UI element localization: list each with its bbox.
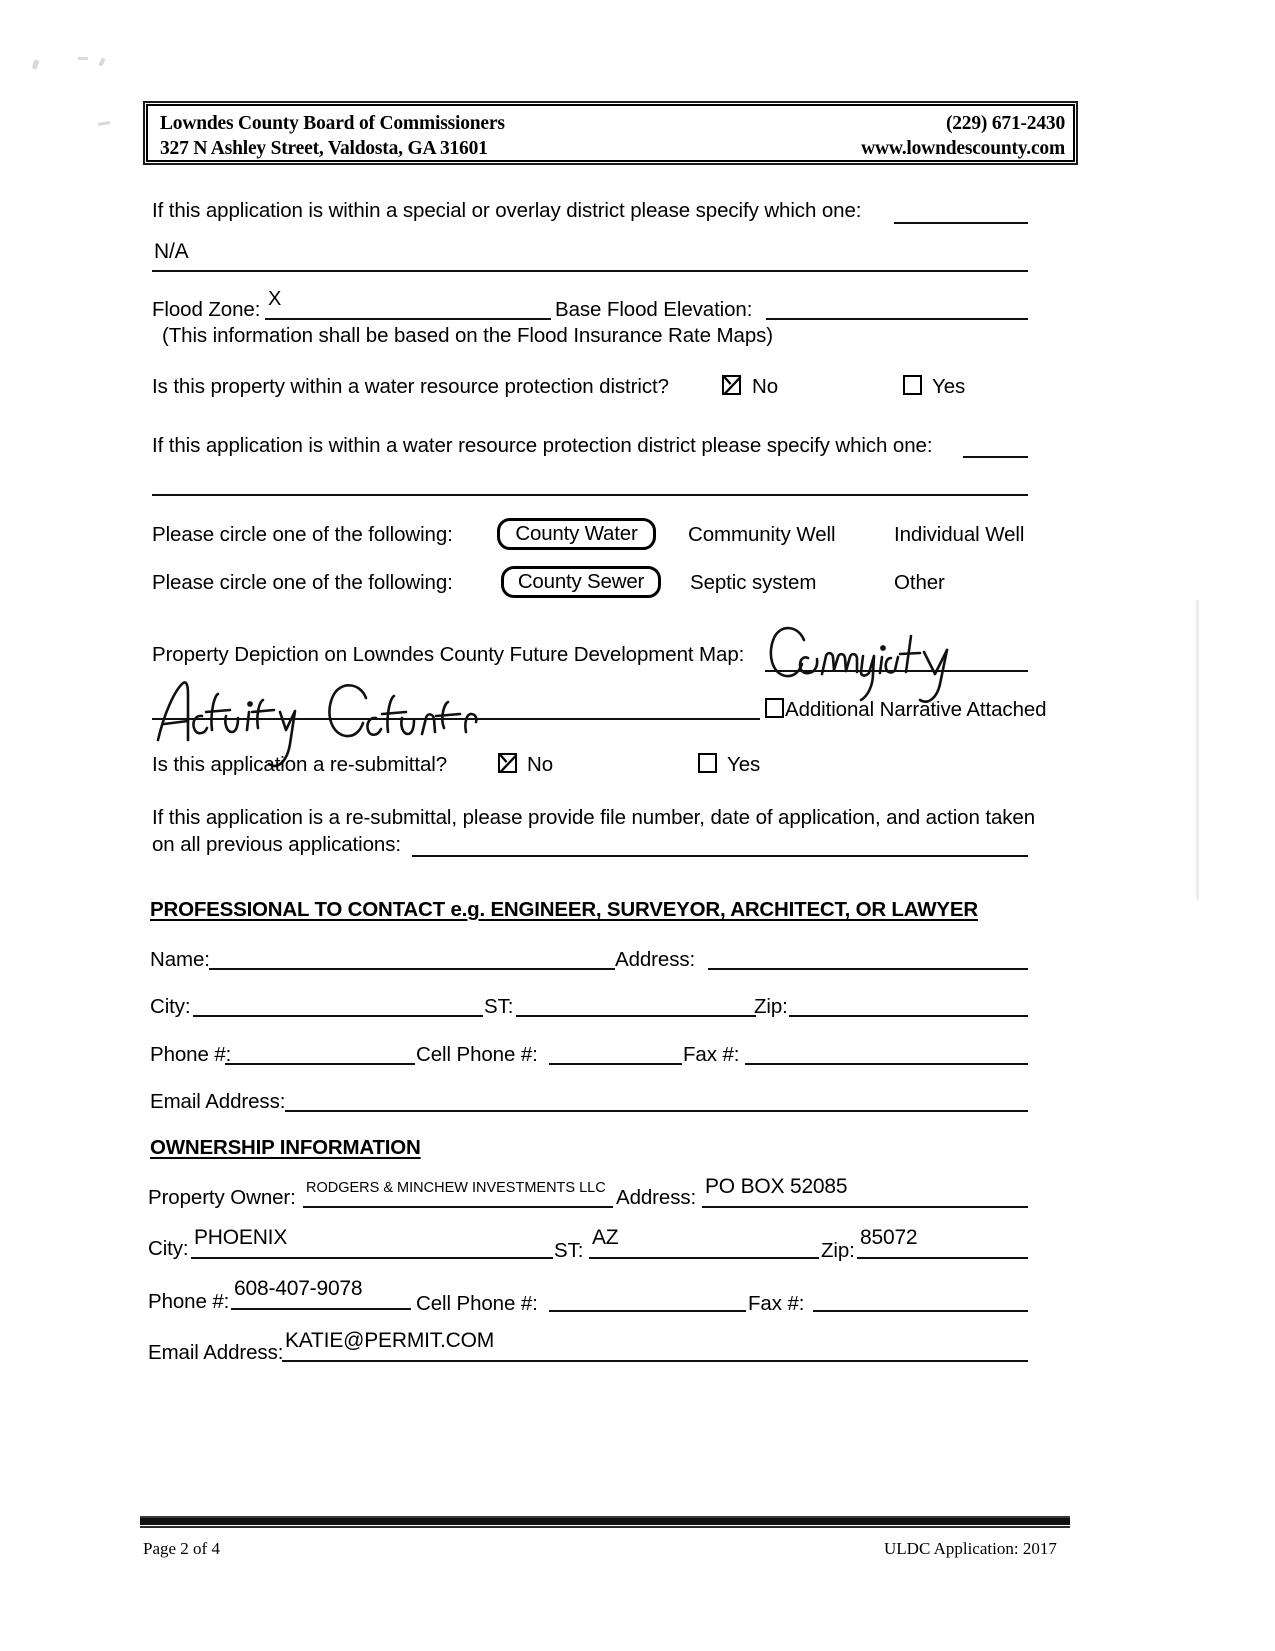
water-resource-yes-label[interactable]: Yes bbox=[932, 375, 966, 398]
future-development-blank-2[interactable] bbox=[152, 718, 760, 720]
ownership-email-blank[interactable] bbox=[282, 1360, 1028, 1362]
ownership-fax-blank[interactable] bbox=[813, 1310, 1028, 1312]
ownership-zip-value[interactable]: 85072 bbox=[860, 1226, 918, 1249]
resubmittal-detail-blank[interactable] bbox=[412, 855, 1028, 857]
water-resource-question: Is this property within a water resource protection district? bbox=[152, 375, 669, 398]
water-resource-yes-checkbox[interactable] bbox=[903, 375, 922, 395]
org-address: 327 N Ashley Street, Valdosta, GA 31601 bbox=[160, 138, 488, 159]
resubmittal-no-label[interactable]: No bbox=[527, 753, 554, 776]
professional-address-blank[interactable] bbox=[708, 968, 1028, 970]
water-source-prompt: Please circle one of the following: bbox=[152, 523, 453, 546]
additional-narrative-checkbox[interactable] bbox=[765, 698, 784, 718]
ownership-address-blank[interactable] bbox=[702, 1206, 1028, 1208]
sewer-source-prompt: Please circle one of the following: bbox=[152, 571, 453, 594]
resubmittal-detail-line1: If this application is a re-submittal, please provide file number, date of application, and action taken bbox=[152, 806, 1036, 829]
professional-city-label: City: bbox=[150, 995, 191, 1018]
professional-phone-label: Phone #: bbox=[150, 1043, 232, 1066]
professional-zip-label: Zip: bbox=[754, 995, 788, 1018]
ownership-zip-blank[interactable] bbox=[857, 1257, 1028, 1259]
overlay-district-question: If this application is within a special or overlay district please specify which one: bbox=[152, 199, 862, 222]
ownership-st-label: ST: bbox=[554, 1239, 584, 1262]
ownership-email-value[interactable]: KATIE@PERMIT.COM bbox=[285, 1329, 495, 1352]
ownership-city-blank[interactable] bbox=[191, 1257, 553, 1259]
ownership-section-heading: OWNERSHIP INFORMATION bbox=[150, 1136, 421, 1159]
footer-page-number: Page 2 of 4 bbox=[143, 1539, 220, 1558]
ownership-phone-value[interactable]: 608-407-9078 bbox=[234, 1277, 363, 1300]
professional-zip-blank[interactable] bbox=[789, 1015, 1028, 1017]
professional-email-blank[interactable] bbox=[285, 1110, 1028, 1112]
ownership-st-blank[interactable] bbox=[589, 1257, 819, 1259]
ownership-email-label: Email Address: bbox=[148, 1341, 284, 1364]
ownership-city-value[interactable]: PHOENIX bbox=[194, 1226, 288, 1249]
professional-st-label: ST: bbox=[484, 995, 514, 1018]
flood-zone-value[interactable]: X bbox=[268, 288, 282, 310]
overlay-district-answer[interactable]: N/A bbox=[154, 240, 189, 263]
ownership-zip-label: Zip: bbox=[821, 1239, 855, 1262]
future-development-blank-1[interactable] bbox=[765, 670, 1028, 672]
resubmittal-yes-label[interactable]: Yes bbox=[727, 753, 761, 776]
professional-city-blank[interactable] bbox=[193, 1015, 483, 1017]
ownership-address-label: Address: bbox=[616, 1186, 697, 1209]
base-flood-elevation-blank[interactable] bbox=[766, 318, 1028, 320]
section-divider bbox=[152, 494, 1028, 496]
ownership-cell-blank[interactable] bbox=[549, 1310, 746, 1312]
water-option-county-water[interactable] bbox=[497, 518, 656, 550]
ownership-cell-label: Cell Phone #: bbox=[416, 1292, 538, 1315]
resubmittal-yes-checkbox[interactable] bbox=[698, 753, 717, 773]
professional-name-blank[interactable] bbox=[209, 968, 615, 970]
scan-artifact bbox=[1196, 600, 1199, 900]
future-development-label: Property Depiction on Lowndes County Future Development Map: bbox=[152, 643, 745, 666]
professional-name-label: Name: bbox=[150, 948, 210, 971]
ownership-owner-value[interactable]: RODGERS & MINCHEW INVESTMENTS LLC bbox=[306, 1180, 606, 1196]
scan-artifact bbox=[78, 57, 88, 60]
ownership-phone-blank[interactable] bbox=[231, 1308, 411, 1310]
org-name: Lowndes County Board of Commissioners bbox=[160, 113, 505, 134]
flood-zone-blank[interactable] bbox=[265, 318, 551, 320]
overlay-district-blank-1[interactable] bbox=[894, 222, 1028, 224]
letterhead-box bbox=[146, 104, 1075, 162]
additional-narrative-label[interactable]: Additional Narrative Attached bbox=[785, 698, 1047, 721]
sewer-option-county-sewer-label: County Sewer bbox=[517, 570, 645, 593]
water-resource-no-checkbox[interactable] bbox=[722, 375, 741, 395]
scan-artifact bbox=[98, 58, 105, 67]
water-resource-no-label[interactable]: No bbox=[752, 375, 779, 398]
ownership-city-label: City: bbox=[148, 1237, 189, 1260]
flood-zone-label: Flood Zone: bbox=[152, 298, 261, 321]
checkmark-icon bbox=[723, 375, 742, 396]
ownership-fax-label: Fax #: bbox=[748, 1292, 805, 1315]
sewer-option-county-sewer[interactable] bbox=[501, 566, 661, 598]
professional-cell-label: Cell Phone #: bbox=[416, 1043, 538, 1066]
professional-fax-label: Fax #: bbox=[683, 1043, 740, 1066]
scan-artifact bbox=[32, 59, 40, 69]
scan-artifact bbox=[98, 121, 110, 126]
water-resource-specify-blank[interactable] bbox=[963, 456, 1028, 458]
professional-fax-blank[interactable] bbox=[745, 1063, 1028, 1065]
professional-section-heading: PROFESSIONAL TO CONTACT e.g. ENGINEER, SURVEYOR, ARCHITECT, OR LAWYER bbox=[150, 898, 978, 921]
org-phone: (229) 671-2430 bbox=[945, 113, 1065, 134]
ownership-address-value[interactable]: PO BOX 52085 bbox=[705, 1175, 848, 1198]
professional-address-label: Address: bbox=[615, 948, 696, 971]
sewer-option-septic[interactable]: Septic system bbox=[690, 571, 817, 594]
professional-cell-blank[interactable] bbox=[549, 1063, 682, 1065]
ownership-owner-label: Property Owner: bbox=[148, 1186, 296, 1209]
footer-doc-reference: ULDC Application: 2017 bbox=[884, 1539, 1057, 1558]
overlay-district-blank-2[interactable] bbox=[152, 270, 1028, 272]
resubmittal-detail-line2: on all previous applications: bbox=[152, 833, 401, 856]
water-option-county-water-label: County Water bbox=[515, 522, 638, 545]
water-option-individual-well[interactable]: Individual Well bbox=[894, 523, 1025, 546]
ownership-st-value[interactable]: AZ bbox=[592, 1226, 619, 1249]
sewer-option-other[interactable]: Other bbox=[894, 571, 945, 594]
resubmittal-question: Is this application a re-submittal? bbox=[152, 753, 448, 776]
base-flood-elevation-label: Base Flood Elevation: bbox=[555, 298, 753, 321]
flood-insurance-note: (This information shall be based on the Flood Insurance Rate Maps) bbox=[162, 324, 774, 347]
water-resource-specify-question: If this application is within a water resource protection district please specify which one: bbox=[152, 434, 933, 457]
professional-email-label: Email Address: bbox=[150, 1090, 286, 1113]
org-website: www.lowndescounty.com bbox=[861, 138, 1065, 159]
water-option-community-well[interactable]: Community Well bbox=[688, 523, 836, 546]
checkmark-icon bbox=[499, 753, 518, 774]
professional-st-blank[interactable] bbox=[516, 1015, 756, 1017]
resubmittal-no-checkbox[interactable] bbox=[498, 753, 517, 773]
ownership-phone-label: Phone #: bbox=[148, 1290, 230, 1313]
professional-phone-blank[interactable] bbox=[225, 1063, 415, 1065]
ownership-owner-blank[interactable] bbox=[303, 1206, 613, 1208]
footer-divider bbox=[140, 1516, 1070, 1525]
